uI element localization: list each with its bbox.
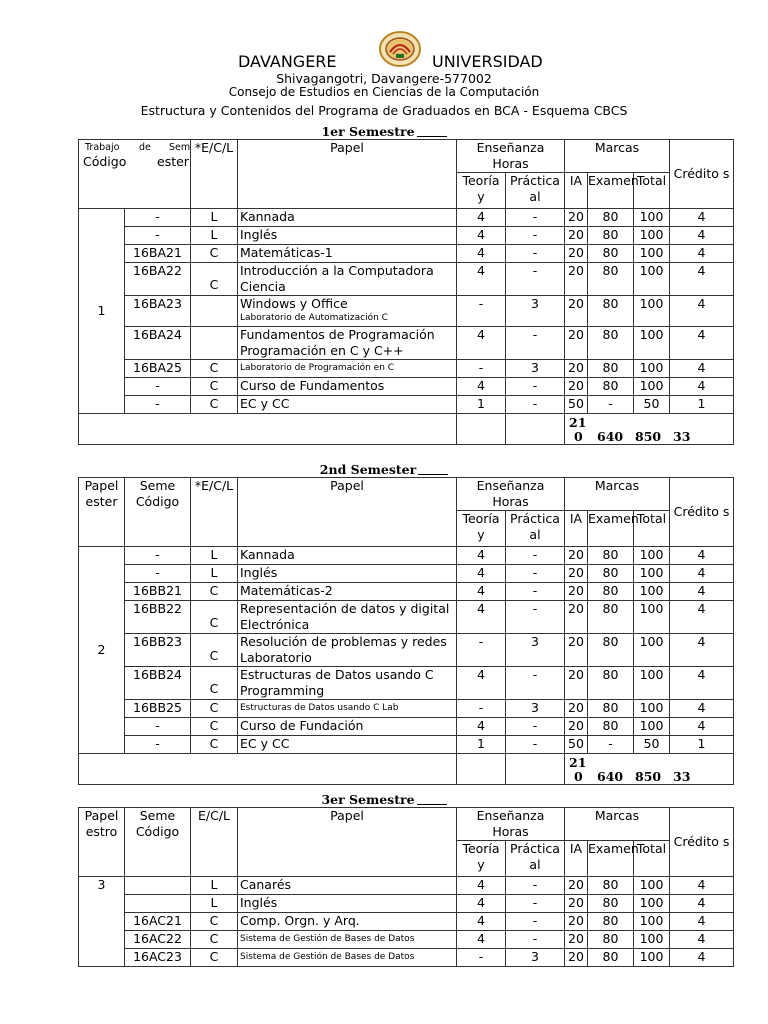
course-type: C [191, 718, 238, 736]
course-code: - [125, 396, 191, 414]
course-paper: EC y CC [238, 396, 457, 414]
course-ex: 80 [588, 913, 634, 931]
course-cr: 4 [670, 634, 734, 667]
course-tot: 100 [634, 263, 670, 296]
course-ex: 80 [588, 718, 634, 736]
header-credits: Crédito s [670, 140, 734, 209]
course-tot: 100 [634, 931, 670, 949]
course-code [125, 877, 191, 895]
course-type: C [191, 360, 238, 378]
course-row [79, 547, 734, 565]
course-type [191, 296, 238, 327]
course-p: 3 [506, 296, 565, 327]
semester-number: 2 [79, 547, 125, 754]
course-paper: Curso de Fundación [238, 718, 457, 736]
header-semester-code: Seme Código [125, 478, 191, 547]
course-code: - [125, 227, 191, 245]
course-ex: - [588, 396, 634, 414]
course-ia: 20 [565, 931, 588, 949]
course-cr: 4 [670, 565, 734, 583]
course-p: 3 [506, 700, 565, 718]
totals-row: 21 0 640 850 33 [79, 754, 734, 785]
semester-number: 1 [79, 209, 125, 414]
course-paper: Sistema de Gestión de Bases de Datos [238, 931, 457, 949]
course-ex: 80 [588, 565, 634, 583]
course-ia: 20 [565, 360, 588, 378]
course-ia: 50 [565, 736, 588, 754]
course-tot: 100 [634, 547, 670, 565]
header-code-semester: Trabajo de Sem Código ester [79, 140, 191, 209]
course-row [79, 360, 734, 378]
course-paper: Kannada [238, 209, 457, 227]
course-row [79, 378, 734, 396]
course-t: 4 [457, 565, 506, 583]
course-code: 16BB21 [125, 583, 191, 601]
course-type: C [191, 700, 238, 718]
course-row [79, 718, 734, 736]
course-paper: Matemáticas-1 [238, 245, 457, 263]
course-ex: 80 [588, 700, 634, 718]
header-teaching-hours: Enseñanza Horas [457, 478, 565, 511]
course-code: 16BB22 [125, 601, 191, 634]
course-tot: 100 [634, 296, 670, 327]
course-type: L [191, 209, 238, 227]
course-row [79, 667, 734, 700]
course-ex: 80 [588, 949, 634, 967]
course-t: 4 [457, 378, 506, 396]
course-cr: 4 [670, 931, 734, 949]
course-p: - [506, 601, 565, 634]
council: Consejo de Estudios en Ciencias de la Computación [228, 85, 540, 99]
header-total: Total [634, 841, 670, 877]
course-type: C [191, 583, 238, 601]
header-marks: Marcas [565, 140, 670, 173]
course-paper: Introducción a la Computadora Ciencia [238, 263, 457, 296]
course-t: 4 [457, 931, 506, 949]
course-tot: 100 [634, 327, 670, 360]
header-exam: Examen [588, 173, 634, 209]
course-ex: 80 [588, 877, 634, 895]
semester-2-title: 2nd Semester [0, 462, 768, 477]
header-practical: Práctica al [506, 841, 565, 877]
course-type: C [191, 949, 238, 967]
course-tot: 100 [634, 245, 670, 263]
course-type: L [191, 565, 238, 583]
course-row [79, 263, 734, 296]
course-tot: 100 [634, 378, 670, 396]
header-credits: Crédito s [670, 478, 734, 547]
course-p: - [506, 877, 565, 895]
course-row [79, 601, 734, 634]
course-ex: 80 [588, 583, 634, 601]
header-theory: Teoría y [457, 841, 506, 877]
university-seal-icon [378, 30, 422, 68]
course-cr: 1 [670, 736, 734, 754]
course-cr: 4 [670, 227, 734, 245]
course-ex: 80 [588, 209, 634, 227]
header-paper: Papel [238, 140, 457, 209]
course-t: 4 [457, 209, 506, 227]
course-t: 4 [457, 718, 506, 736]
course-t: 4 [457, 547, 506, 565]
header-exam: Examen [588, 511, 634, 547]
course-p: - [506, 396, 565, 414]
course-ia: 20 [565, 209, 588, 227]
header-theory: Teoría y [457, 173, 506, 209]
header-marks: Marcas [565, 478, 670, 511]
course-ia: 20 [565, 327, 588, 360]
course-code: - [125, 547, 191, 565]
course-row [79, 931, 734, 949]
course-p: - [506, 547, 565, 565]
course-type: L [191, 227, 238, 245]
header-total: Total [634, 511, 670, 547]
course-paper: Inglés [238, 895, 457, 913]
course-code: 16AC21 [125, 913, 191, 931]
course-cr: 4 [670, 360, 734, 378]
course-t: 4 [457, 877, 506, 895]
course-paper: Curso de Fundamentos [238, 378, 457, 396]
header-teaching-hours: Enseñanza Horas [457, 140, 565, 173]
course-p: 3 [506, 949, 565, 967]
course-code: - [125, 718, 191, 736]
course-p: - [506, 378, 565, 396]
address: Shivagangotri, Davangere-577002 [276, 71, 492, 86]
course-t: 4 [457, 583, 506, 601]
course-cr: 4 [670, 209, 734, 227]
course-ia: 20 [565, 949, 588, 967]
course-type: C [191, 634, 238, 667]
header-practical: Práctica al [506, 511, 565, 547]
course-row [79, 245, 734, 263]
header-ecl: *E/C/L [191, 140, 238, 209]
header-marks: Marcas [565, 808, 670, 841]
course-p: - [506, 227, 565, 245]
course-paper: Fundamentos de Programación Programación en C y C++ [238, 327, 457, 360]
course-paper: Inglés [238, 227, 457, 245]
course-tot: 100 [634, 949, 670, 967]
course-cr: 4 [670, 547, 734, 565]
course-code: 16AC22 [125, 931, 191, 949]
course-cr: 4 [670, 700, 734, 718]
course-code: 16BB23 [125, 634, 191, 667]
course-tot: 100 [634, 583, 670, 601]
course-paper: Sistema de Gestión de Bases de Datos [238, 949, 457, 967]
course-row [79, 296, 734, 327]
course-type: L [191, 895, 238, 913]
course-ia: 20 [565, 895, 588, 913]
course-p: - [506, 718, 565, 736]
course-t: 1 [457, 736, 506, 754]
header-total: Total [634, 173, 670, 209]
course-cr: 4 [670, 601, 734, 634]
course-cr: 4 [670, 913, 734, 931]
course-ia: 20 [565, 634, 588, 667]
header-theory: Teoría y [457, 511, 506, 547]
course-paper: Canarés [238, 877, 457, 895]
course-ex: 80 [588, 360, 634, 378]
course-p: - [506, 895, 565, 913]
course-ex: 80 [588, 263, 634, 296]
course-t: 4 [457, 601, 506, 634]
university-name-left: DAVANGERE [238, 52, 337, 71]
course-cr: 4 [670, 327, 734, 360]
course-p: - [506, 667, 565, 700]
course-row [79, 949, 734, 967]
course-t: - [457, 949, 506, 967]
course-t: 4 [457, 263, 506, 296]
course-paper: Laboratorio de Programación en C [238, 360, 457, 378]
course-ia: 20 [565, 263, 588, 296]
course-row [79, 895, 734, 913]
course-t: - [457, 296, 506, 327]
course-cr: 4 [670, 667, 734, 700]
semester-3-title: 3er Semestre [0, 792, 768, 807]
course-tot: 100 [634, 601, 670, 634]
program-title: Estructura y Contenidos del Programa de Graduados en BCA - Esquema CBCS [140, 103, 628, 118]
course-cr: 4 [670, 245, 734, 263]
course-ia: 20 [565, 667, 588, 700]
course-cr: 4 [670, 296, 734, 327]
semester-1-title: 1er Semestre [0, 124, 768, 139]
course-type: C [191, 931, 238, 949]
course-ia: 20 [565, 601, 588, 634]
course-code: 16BA24 [125, 327, 191, 360]
course-paper: Estructuras de Datos usando C Programming [238, 667, 457, 700]
course-paper: Windows y Office Laboratorio de Automatización C [238, 296, 457, 327]
course-cr: 4 [670, 877, 734, 895]
course-paper: Matemáticas-2 [238, 583, 457, 601]
header-ia: IA [565, 511, 588, 547]
course-tot: 100 [634, 718, 670, 736]
course-ia: 50 [565, 396, 588, 414]
semester-1-rows [79, 209, 734, 414]
course-row [79, 634, 734, 667]
course-code: 16BA23 [125, 296, 191, 327]
header-paper-semester: Papel ester [79, 478, 125, 547]
course-type: C [191, 396, 238, 414]
course-row [79, 209, 734, 227]
course-type: L [191, 547, 238, 565]
course-paper: Comp. Orgn. y Arq. [238, 913, 457, 931]
course-t: - [457, 700, 506, 718]
course-ex: - [588, 736, 634, 754]
course-row [79, 877, 734, 895]
header-ecl: E/C/L [191, 808, 238, 877]
header-credits: Crédito s [670, 808, 734, 877]
course-ex: 80 [588, 931, 634, 949]
course-ia: 20 [565, 718, 588, 736]
course-row [79, 565, 734, 583]
course-code: 16AC23 [125, 949, 191, 967]
course-type: C [191, 263, 238, 296]
course-p: - [506, 263, 565, 296]
totals-row: 21 0 640 850 33 [79, 414, 734, 445]
course-ex: 80 [588, 378, 634, 396]
course-cr: 1 [670, 396, 734, 414]
course-code: - [125, 565, 191, 583]
course-tot: 100 [634, 877, 670, 895]
course-code: 16BA25 [125, 360, 191, 378]
course-p: - [506, 736, 565, 754]
course-paper: Estructuras de Datos usando C Lab [238, 700, 457, 718]
course-code: - [125, 209, 191, 227]
course-cr: 4 [670, 263, 734, 296]
semester-3-rows [79, 877, 734, 967]
course-tot: 100 [634, 360, 670, 378]
course-t: 4 [457, 327, 506, 360]
course-code [125, 895, 191, 913]
course-tot: 50 [634, 396, 670, 414]
course-tot: 100 [634, 209, 670, 227]
course-ex: 80 [588, 245, 634, 263]
header-practical: Práctica al [506, 173, 565, 209]
course-tot: 100 [634, 565, 670, 583]
semester-3-table [78, 807, 734, 967]
course-p: - [506, 209, 565, 227]
course-row [79, 327, 734, 360]
header-paper-semester: Papel estro [79, 808, 125, 877]
course-paper: EC y CC [238, 736, 457, 754]
course-ex: 80 [588, 227, 634, 245]
course-ex: 80 [588, 327, 634, 360]
header-paper: Papel [238, 808, 457, 877]
course-t: 4 [457, 913, 506, 931]
course-ex: 80 [588, 601, 634, 634]
semester-2-table [78, 477, 734, 785]
university-name-right: UNIVERSIDAD [432, 52, 543, 71]
header-semester-code: Seme Código [125, 808, 191, 877]
course-row [79, 736, 734, 754]
course-tot: 100 [634, 913, 670, 931]
semester-2-rows [79, 547, 734, 754]
course-ia: 20 [565, 583, 588, 601]
course-paper: Resolución de problemas y redes Laboratorio [238, 634, 457, 667]
header-ecl: *E/C/L [191, 478, 238, 547]
course-cr: 4 [670, 378, 734, 396]
header-ia: IA [565, 173, 588, 209]
course-p: 3 [506, 360, 565, 378]
course-row [79, 583, 734, 601]
course-tot: 100 [634, 634, 670, 667]
course-ex: 80 [588, 634, 634, 667]
course-p: - [506, 245, 565, 263]
course-t: 4 [457, 667, 506, 700]
course-type: C [191, 667, 238, 700]
course-t: - [457, 634, 506, 667]
course-code: 16BA21 [125, 245, 191, 263]
semester-1-table [78, 139, 734, 445]
course-type: C [191, 601, 238, 634]
semester-number: 3 [79, 877, 125, 967]
course-p: - [506, 583, 565, 601]
course-type: C [191, 378, 238, 396]
course-row [79, 227, 734, 245]
course-tot: 100 [634, 667, 670, 700]
course-p: - [506, 327, 565, 360]
course-p: 3 [506, 634, 565, 667]
course-p: - [506, 913, 565, 931]
course-ia: 20 [565, 296, 588, 327]
course-ex: 80 [588, 296, 634, 327]
course-ia: 20 [565, 227, 588, 245]
course-ia: 20 [565, 877, 588, 895]
course-tot: 50 [634, 736, 670, 754]
course-ia: 20 [565, 565, 588, 583]
course-paper: Kannada [238, 547, 457, 565]
header-ia: IA [565, 841, 588, 877]
course-cr: 4 [670, 718, 734, 736]
course-p: - [506, 931, 565, 949]
course-type: L [191, 877, 238, 895]
course-type [191, 327, 238, 360]
course-code: 16BB24 [125, 667, 191, 700]
course-t: 4 [457, 895, 506, 913]
course-t: 1 [457, 396, 506, 414]
header-exam: Examen [588, 841, 634, 877]
course-ia: 20 [565, 378, 588, 396]
course-tot: 100 [634, 227, 670, 245]
course-paper: Representación de datos y digital Electrónica [238, 601, 457, 634]
course-t: 4 [457, 245, 506, 263]
course-code: 16BA22 [125, 263, 191, 296]
course-ia: 20 [565, 547, 588, 565]
course-tot: 100 [634, 700, 670, 718]
course-code: 16BB25 [125, 700, 191, 718]
course-code: - [125, 378, 191, 396]
course-cr: 4 [670, 583, 734, 601]
course-ex: 80 [588, 895, 634, 913]
course-ex: 80 [588, 547, 634, 565]
course-code: - [125, 736, 191, 754]
course-ia: 20 [565, 913, 588, 931]
course-row [79, 913, 734, 931]
course-t: - [457, 360, 506, 378]
course-type: C [191, 736, 238, 754]
course-ex: 80 [588, 667, 634, 700]
header-paper: Papel [238, 478, 457, 547]
course-t: 4 [457, 227, 506, 245]
course-type: C [191, 245, 238, 263]
course-paper: Inglés [238, 565, 457, 583]
course-p: - [506, 565, 565, 583]
header-teaching-hours: Enseñanza Horas [457, 808, 565, 841]
course-tot: 100 [634, 895, 670, 913]
course-cr: 4 [670, 895, 734, 913]
course-cr: 4 [670, 949, 734, 967]
course-ia: 20 [565, 700, 588, 718]
course-row [79, 396, 734, 414]
course-type: C [191, 913, 238, 931]
course-ia: 20 [565, 245, 588, 263]
course-row [79, 700, 734, 718]
